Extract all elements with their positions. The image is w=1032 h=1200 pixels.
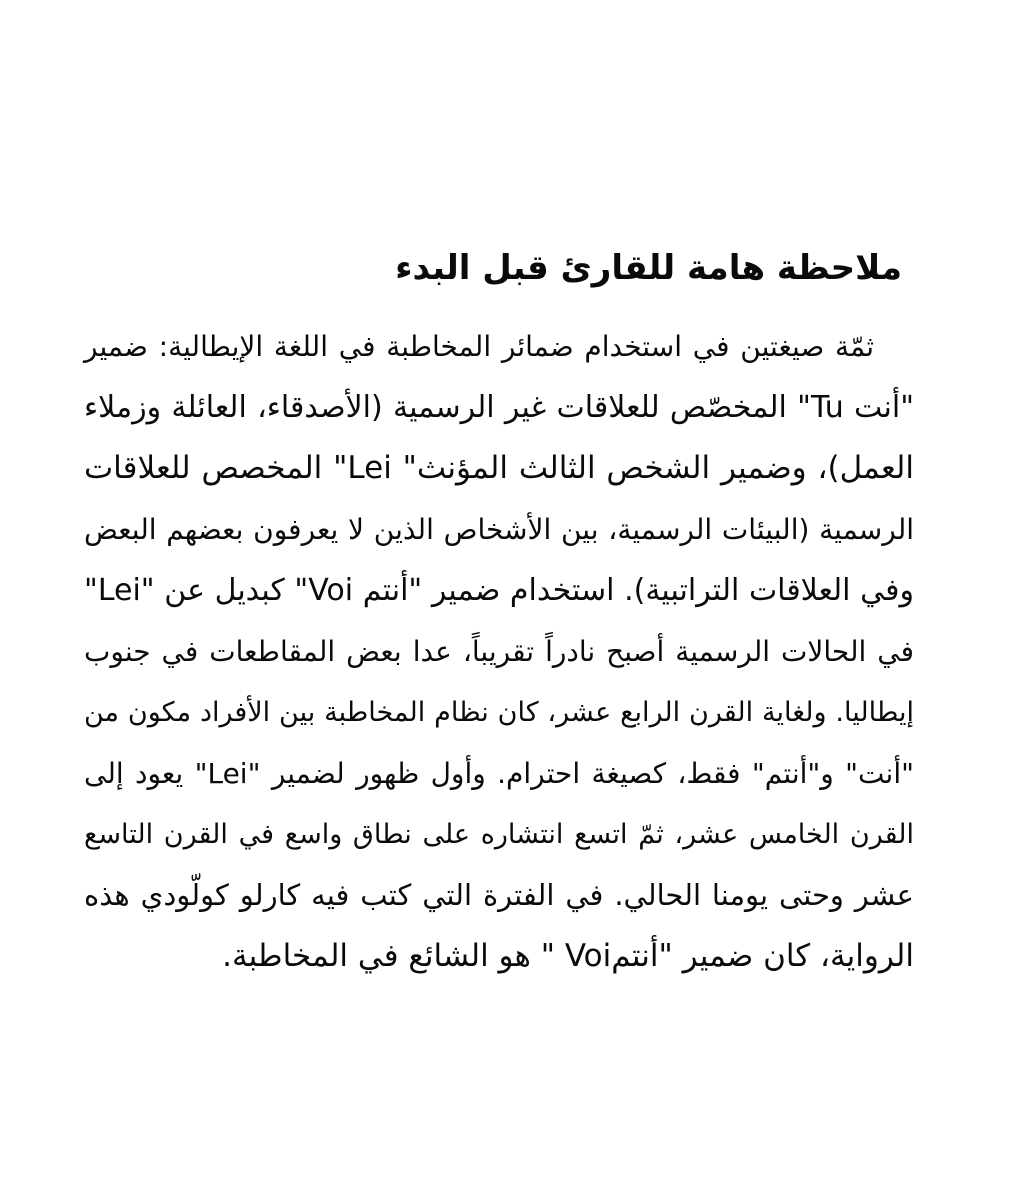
body-line: إيطاليا. ولغاية القرن الرابع عشر، كان نظام المخاطبة بين الأفراد مكون من <box>84 697 914 728</box>
body-line: "أنت Tu" المخصّص للعلاقات غير الرسمية (الأصدقاء، العائلة وزملاء <box>84 390 914 425</box>
body-line: وفي العلاقات التراتبية). استخدام ضمير "أنتم Voi" كبديل عن "Lei" <box>84 573 914 608</box>
note-body <box>84 316 914 987</box>
body-line: في الحالات الرسمية أصبح نادراً تقريباً، عدا بعض المقاطعات في جنوب <box>84 635 914 668</box>
body-line: "أنت" و"أنتم" فقط، كصيغة احترام. وأول ظهور لضمير "Lei" يعود إلى <box>84 757 914 790</box>
body-line: الرسمية (البيئات الرسمية، بين الأشخاص الذين لا يعرفون بعضهم البعض <box>84 513 914 546</box>
body-line: القرن الخامس عشر، ثمّ اتسع انتشاره على نطاق واسع في القرن التاسع <box>84 819 914 850</box>
body-line: ثمّة صيغتين في استخدام ضمائر المخاطبة في اللغة الإيطالية: ضمير <box>84 330 874 363</box>
note-heading: ملاحظة هامة للقارئ قبل البدء <box>395 248 902 288</box>
reader-note <box>84 246 914 987</box>
body-line: العمل)، وضمير الشخص الثالث المؤنث" Lei" المخصص للعلاقات <box>84 450 914 486</box>
body-line: عشر وحتى يومنا الحالي. في الفترة التي كتب فيه كارلو كولّودي هذه <box>84 878 914 912</box>
body-line: الرواية، كان ضمير "أنتمVoi " هو الشائع في المخاطبة. <box>222 938 914 974</box>
